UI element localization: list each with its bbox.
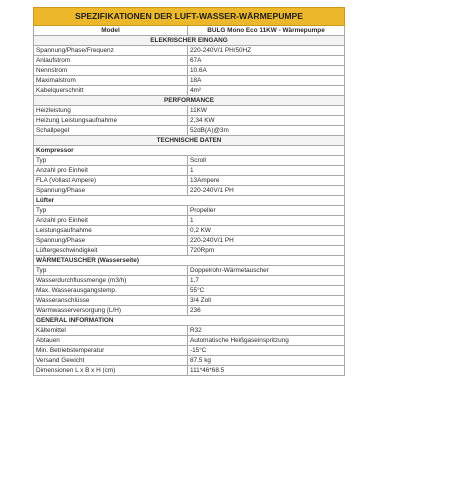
column-header-row: [34, 26, 345, 36]
spec-row: [34, 116, 345, 126]
spec-value: R32: [188, 326, 345, 336]
spec-label: Schallpegel: [34, 126, 188, 136]
spec-row: [34, 206, 345, 216]
spec-row: [34, 226, 345, 236]
spec-value: 2,34 KW: [188, 116, 345, 126]
spec-row: [34, 296, 345, 306]
spec-label: Heizung Leistungsaufnahme: [34, 116, 188, 126]
spec-label: Abtauen: [34, 336, 188, 346]
spec-value: 55°C: [188, 286, 345, 296]
spec-value: 10.6A: [188, 66, 345, 76]
spec-row: [34, 306, 345, 316]
spec-value: 67A: [188, 56, 345, 66]
spec-value: 720Rpm: [188, 246, 345, 256]
group-header-row: [34, 196, 345, 206]
spec-row: [34, 46, 345, 56]
spec-label: Wasseranschlüsse: [34, 296, 188, 306]
spec-value: Doppelrohr-Wärmetauscher: [188, 266, 345, 276]
spec-value: 87.5 kg: [188, 356, 345, 366]
spec-value: 236: [188, 306, 345, 316]
spec-row: [34, 356, 345, 366]
spec-row: [34, 156, 345, 166]
spec-value: 220-240V/1 PH: [188, 186, 345, 196]
spec-value: 220-240V/1 PH/50HZ: [188, 46, 345, 56]
spec-row: [34, 56, 345, 66]
spec-value: Automatische Heißgaseinspritzung: [188, 336, 345, 346]
spec-label: Heizleistung: [34, 106, 188, 116]
spec-label: Versand Gewicht: [34, 356, 188, 366]
spec-row: [34, 106, 345, 116]
spec-row: [34, 66, 345, 76]
spec-label: Kältemittel: [34, 326, 188, 336]
group-header-row: [34, 256, 345, 266]
spec-label: Kabelquerschnitt: [34, 86, 188, 96]
spec-value: 11KW: [188, 106, 345, 116]
spec-value: 1: [188, 216, 345, 226]
spec-value: Scroll: [188, 156, 345, 166]
spec-row: [34, 336, 345, 346]
spec-label: Spannung/Phase/Frequenz: [34, 46, 188, 56]
spec-value: -15°C: [188, 346, 345, 356]
spec-sheet: [33, 7, 344, 376]
spec-row: [34, 186, 345, 196]
spec-table: [33, 7, 345, 376]
spec-row: [34, 86, 345, 96]
group-header: GENERAL INFORMATION: [34, 316, 345, 326]
spec-value: 1,7: [188, 276, 345, 286]
spec-value: 13Ampere: [188, 176, 345, 186]
spec-row: [34, 126, 345, 136]
spec-value: 0,2 KW: [188, 226, 345, 236]
spec-row: [34, 286, 345, 296]
spec-value: 3/4 Zoll: [188, 296, 345, 306]
spec-row: [34, 76, 345, 86]
spec-table-body: [34, 8, 345, 376]
column-header-model: Model: [34, 26, 188, 36]
section-header: ELEKRISCHER EINGANG: [34, 36, 345, 46]
spec-value: 1: [188, 166, 345, 176]
spec-row: [34, 346, 345, 356]
spec-value: Propeller: [188, 206, 345, 216]
spec-label: Anzahl pro Einheit: [34, 166, 188, 176]
section-header: PERFORMANCE: [34, 96, 345, 106]
spec-row: [34, 176, 345, 186]
section-header: TECHNISCHE DATEN: [34, 136, 345, 146]
section-header-row: [34, 96, 345, 106]
spec-label: Max. Wasserausgangstemp.: [34, 286, 188, 296]
sheet-title: SPEZIFIKATIONEN DER LUFT-WASSER-WÄRMEPUMPE: [34, 8, 345, 26]
group-header-row: [34, 146, 345, 156]
spec-row: [34, 246, 345, 256]
group-header-row: [34, 316, 345, 326]
spec-label: Spannung/Phase: [34, 236, 188, 246]
title-row: [34, 8, 345, 26]
spec-value: 4m²: [188, 86, 345, 96]
spec-label: Typ: [34, 206, 188, 216]
spec-label: Lüftergeschwindigkeit: [34, 246, 188, 256]
section-header-row: [34, 36, 345, 46]
section-header-row: [34, 136, 345, 146]
group-header: Lüfter: [34, 196, 345, 206]
spec-value: 18A: [188, 76, 345, 86]
spec-label: Min. Betriebstemperatur: [34, 346, 188, 356]
spec-label: Leistungsaufnahme: [34, 226, 188, 236]
column-header-product: BULG Mono Eco 11KW - Wärmepumpe: [188, 26, 345, 36]
spec-row: [34, 276, 345, 286]
spec-label: Warmwasserversorgung (L/H): [34, 306, 188, 316]
spec-label: Anlaufstrom: [34, 56, 188, 66]
spec-label: Dimensionen L x B x H (cm): [34, 366, 188, 376]
spec-value: 220-240V/1 PH: [188, 236, 345, 246]
spec-label: Maximalstrom: [34, 76, 188, 86]
spec-label: Nennstrom: [34, 66, 188, 76]
spec-row: [34, 236, 345, 246]
spec-label: Anzahl pro Einheit: [34, 216, 188, 226]
spec-row: [34, 216, 345, 226]
group-header: Kompressor: [34, 146, 345, 156]
spec-label: Typ: [34, 266, 188, 276]
spec-label: Wasserdurchflussmenge (m3/h): [34, 276, 188, 286]
spec-row: [34, 266, 345, 276]
spec-value: 52dB(A)@3m: [188, 126, 345, 136]
spec-row: [34, 366, 345, 376]
spec-value: 111*46*68.5: [188, 366, 345, 376]
group-header: WÄRMETAUSCHER (Wasserseite): [34, 256, 345, 266]
spec-label: FLA (Vollast Ampere): [34, 176, 188, 186]
spec-label: Spannung/Phase: [34, 186, 188, 196]
spec-row: [34, 166, 345, 176]
spec-label: Typ: [34, 156, 188, 166]
spec-row: [34, 326, 345, 336]
